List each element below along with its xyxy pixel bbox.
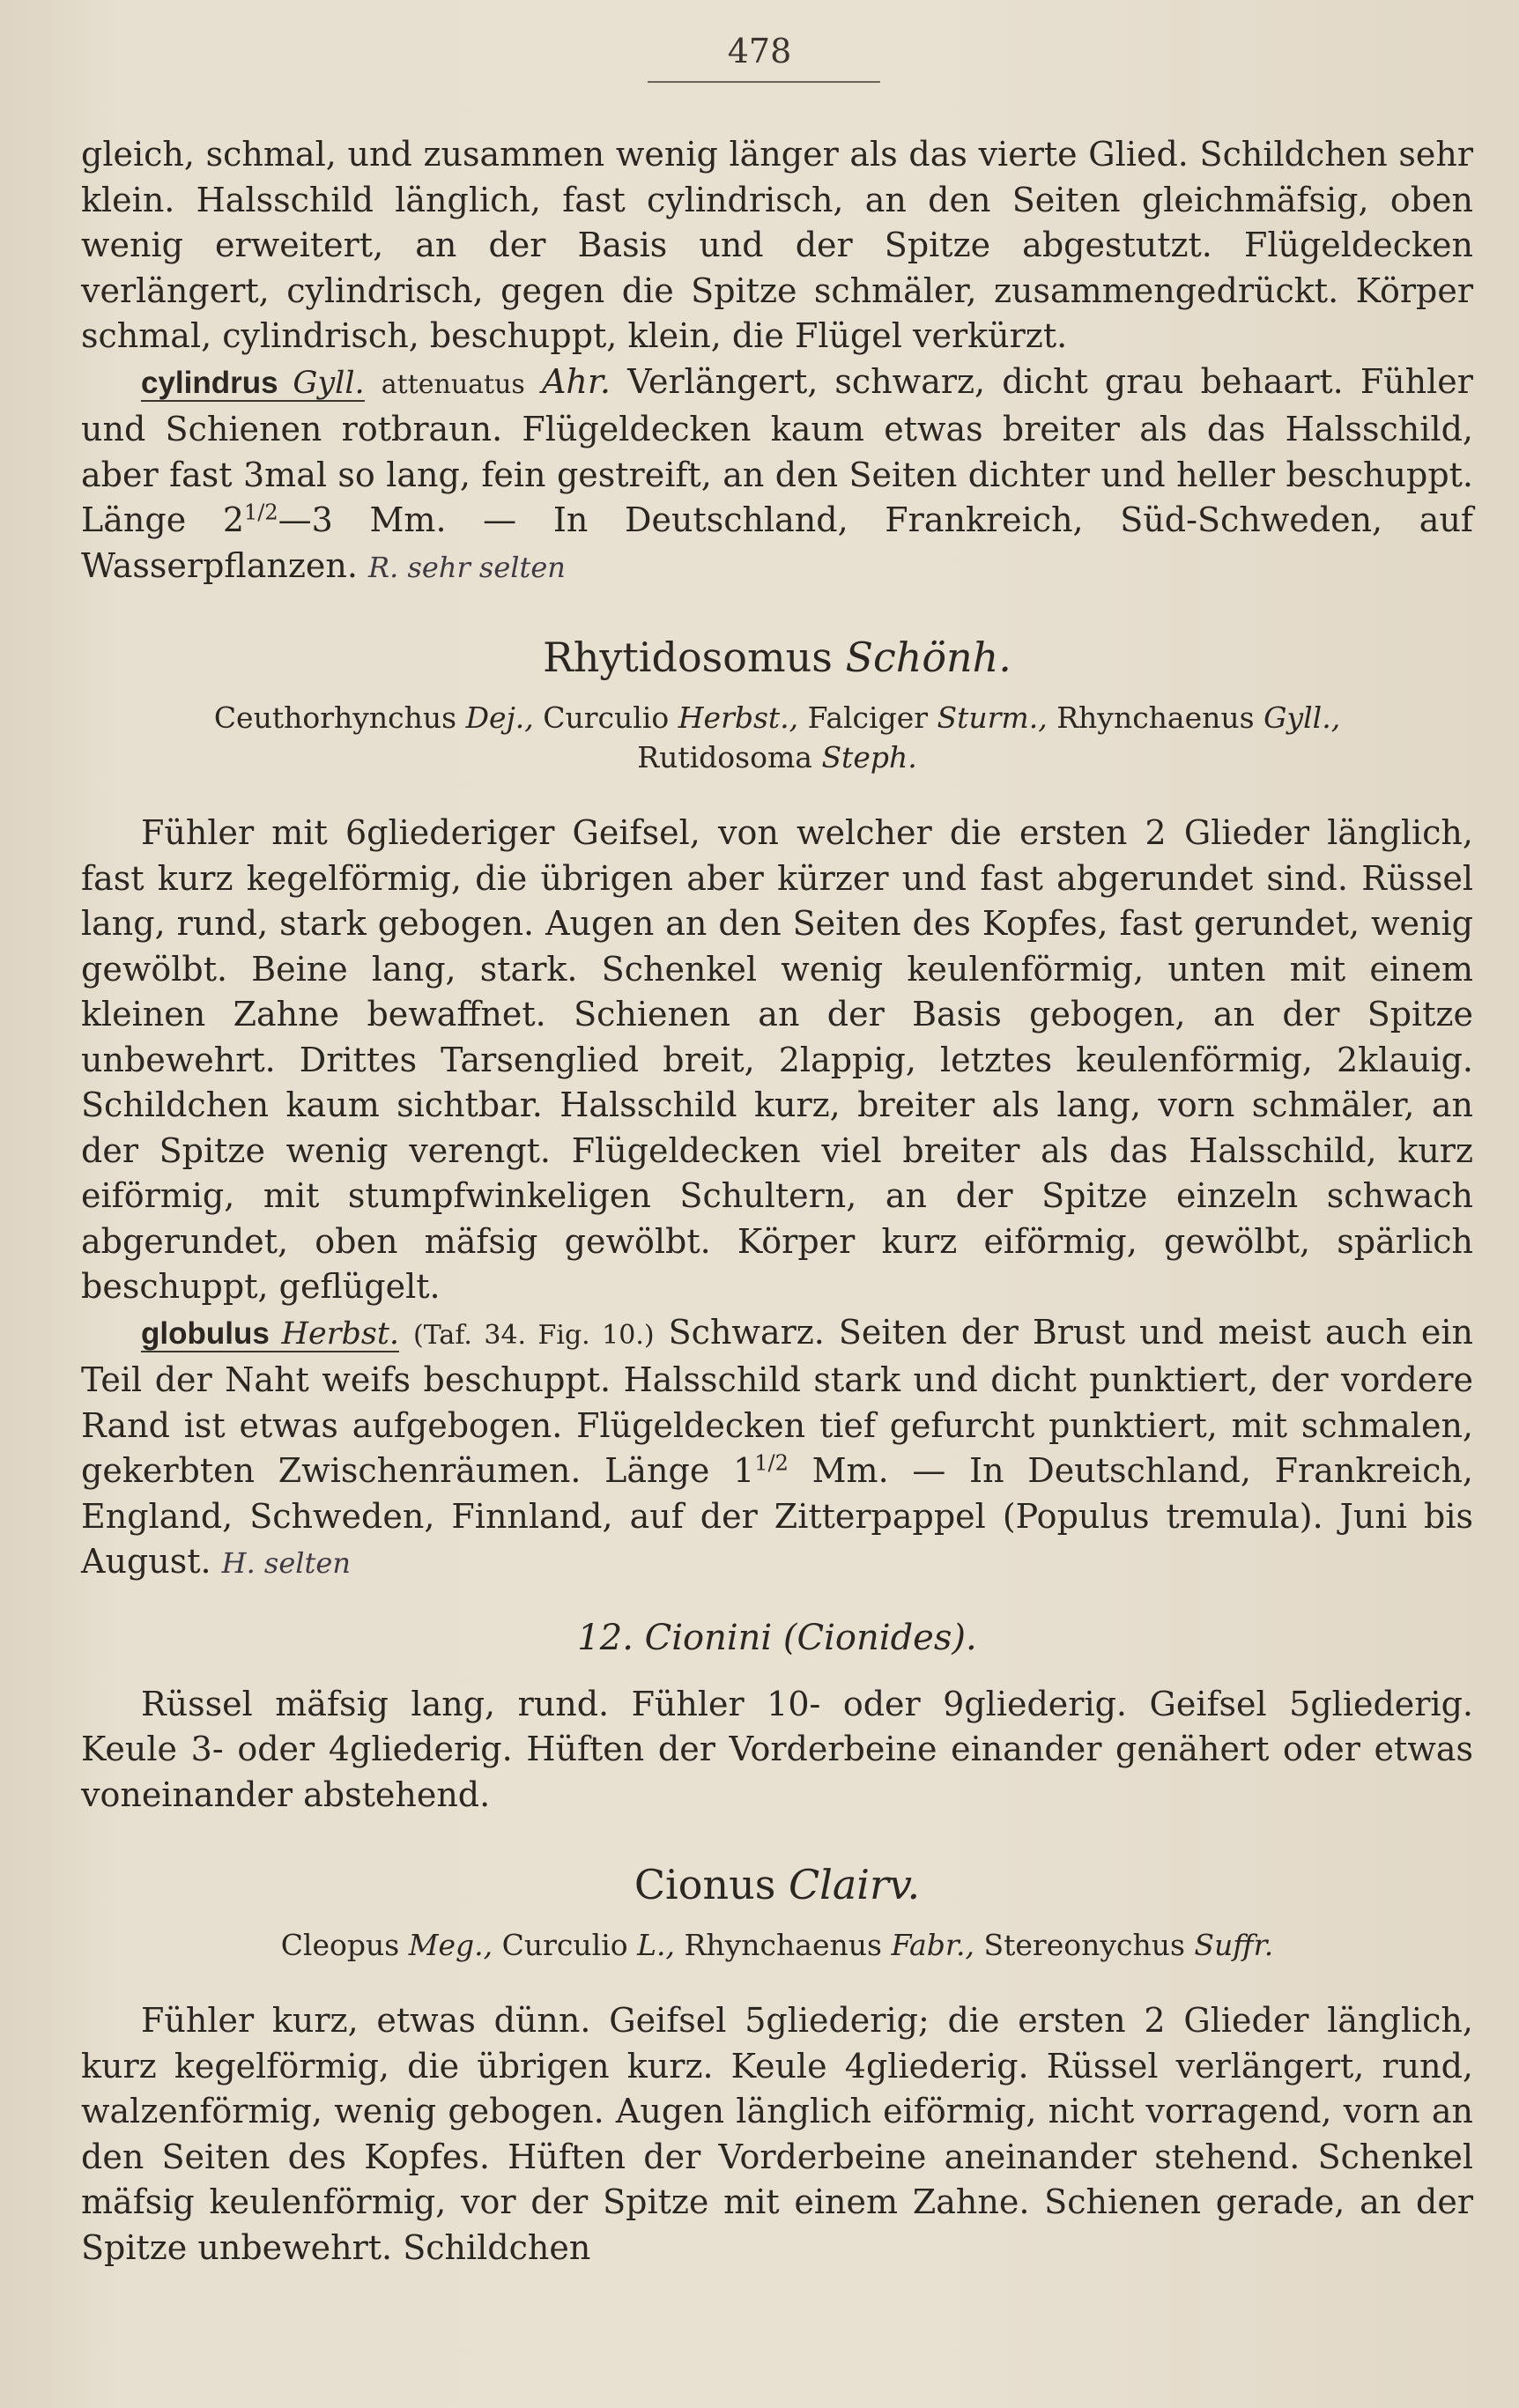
species-entry-cylindrus bbox=[81, 359, 1473, 591]
genus-author: Schönh. bbox=[845, 633, 1011, 681]
header-rule bbox=[648, 81, 880, 83]
page-body bbox=[81, 132, 1473, 2271]
page-number: 478 bbox=[727, 32, 792, 70]
species-text-b: Mm. — In Deutschland, Frankreich, England, Schweden, Finnland, auf der Zitterpappel (Populus tremula). Juni bis August. bbox=[81, 1451, 1474, 1581]
handwritten-note: H. selten bbox=[221, 1546, 351, 1580]
fraction: 1/2 bbox=[244, 500, 278, 525]
paragraph-rhytidosomus: Fühler mit 6gliederiger Geifsel, von welcher die ersten 2 Glieder länglich, fast kurz kegelförmig, die übrigen aber kürzer und fast abgerundet sind. Rüssel lang, rund, stark gebogen. Augen an den Seiten des Kopfes, fast gerundet, wenig gewölbt. Beine lang, stark. Schenkel wenig keulenförmig, unten mit einem kleinen Zahne bewaffnet. Schienen an der Basis gebogen, an der Spitze unbewehrt. Drittes Tarsenglied breit, 2lappig, letztes keulenförmig, 2klauig. Schildchen kaum sichtbar. Halsschild kurz, breiter als lang, vorn schmäler, an der Spitze wenig verengt. Flügeldecken viel breiter als das Halsschild, kurz eiförmig, mit stumpfwinkeligen Schultern, an der Spitze einzeln schwach abgerundet, oben mäfsig gewölbt. Körper kurz eiförmig, gewölbt, spärlich beschuppt, geflügelt. bbox=[81, 813, 1473, 1306]
fraction: 1/2 bbox=[754, 1450, 789, 1476]
species-text-b: —3 Mm. — In Deutschland, Frankreich, Süd-Schweden, auf Wasserpflanzen. bbox=[81, 500, 1473, 585]
genus-name: Rhytidosomus bbox=[543, 633, 833, 681]
species-name: globulus Herbst. bbox=[141, 1315, 400, 1352]
genus-heading bbox=[81, 631, 1473, 684]
species-text: Verlängert, schwarz, dicht grau behaart. Fühler und Schienen rotbraun. Flügeldecken kaum etwas breiter als das Halsschild, aber fast 3mal so lang, fein gestreift, an den Seiten dichter und heller beschuppt. Länge 2 bbox=[81, 361, 1473, 539]
synonym-list: Cleopus Meg., Curculio L., Rhynchaenus Fabr., Stereonychus Suffr. bbox=[280, 1928, 1274, 1962]
paragraph-cionus: Fühler kurz, etwas dünn. Geifsel 5gliederig; die ersten 2 Glieder länglich, kurz kegelförmig, die übrigen kurz. Keule 4gliederig. Rüssel verlängert, rund, walzenförmig, wenig gebogen. Augen länglich eiförmig, nicht vorragend, vorn an den Seiten des Kopfes. Hüften der Vorderbeine aneinander stehend. Schenkel mäfsig keulenförmig, vor der Spitze mit einem Zahne. Schienen gerade, an der Spitze unbewehrt. Schildchen bbox=[81, 2001, 1473, 2267]
handwritten-note: R. sehr selten bbox=[368, 550, 566, 584]
synonym-author: Ahr. bbox=[541, 361, 611, 401]
species-text: Schwarz. Seiten der Brust und meist auch ein Teil der Naht weifs beschuppt. Halsschild stark und dicht punktiert, der vordere Rand ist etwas aufgebogen. Flügeldecken tief gefurcht punktiert, mit schmalen, gekerbten Zwischenräumen. Länge 1 bbox=[81, 1312, 1473, 1490]
plate-reference: (Taf. 34. Fig. 10.) bbox=[413, 1319, 655, 1351]
paragraph-cionini: Rüssel mäfsig lang, rund. Fühler 10- oder 9gliederig. Geifsel 5gliederig. Keule 3- oder 4gliederig. Hüften der Vorderbeine einander genähert oder etwas voneinander abstehend. bbox=[81, 1684, 1473, 1814]
paragraph-genus-description: gleich, schmal, und zusammen wenig länger als das vierte Glied. Schildchen sehr klein. Halsschild länglich, fast cylindrisch, an den Seiten gleichmäfsig, oben wenig erweitert, an der Basis und der Spitze abgestutzt. Flügeldecken verlängert, cylindrisch, gegen die Spitze schmäler, zusammengedrückt. Körper schmal, cylindrisch, beschuppt, klein, die Flügel verkürzt. bbox=[81, 135, 1473, 355]
genus-heading bbox=[81, 1858, 1473, 1911]
species-entry-globulus bbox=[81, 1310, 1473, 1587]
synonym-list: Ceuthorhynchus Dej., Curculio Herbst., Falciger Sturm., Rhynchaenus Gyll., Rutidosoma Steph. bbox=[213, 700, 1341, 774]
genus-name: Cionus bbox=[634, 1861, 776, 1908]
synonym: attenuatus bbox=[381, 368, 525, 400]
genus-author: Clairv. bbox=[788, 1861, 921, 1908]
species-name: cylindrus Gyll. bbox=[141, 365, 365, 401]
tribe-heading: 12. Cionini (Cionides). bbox=[577, 1617, 977, 1658]
